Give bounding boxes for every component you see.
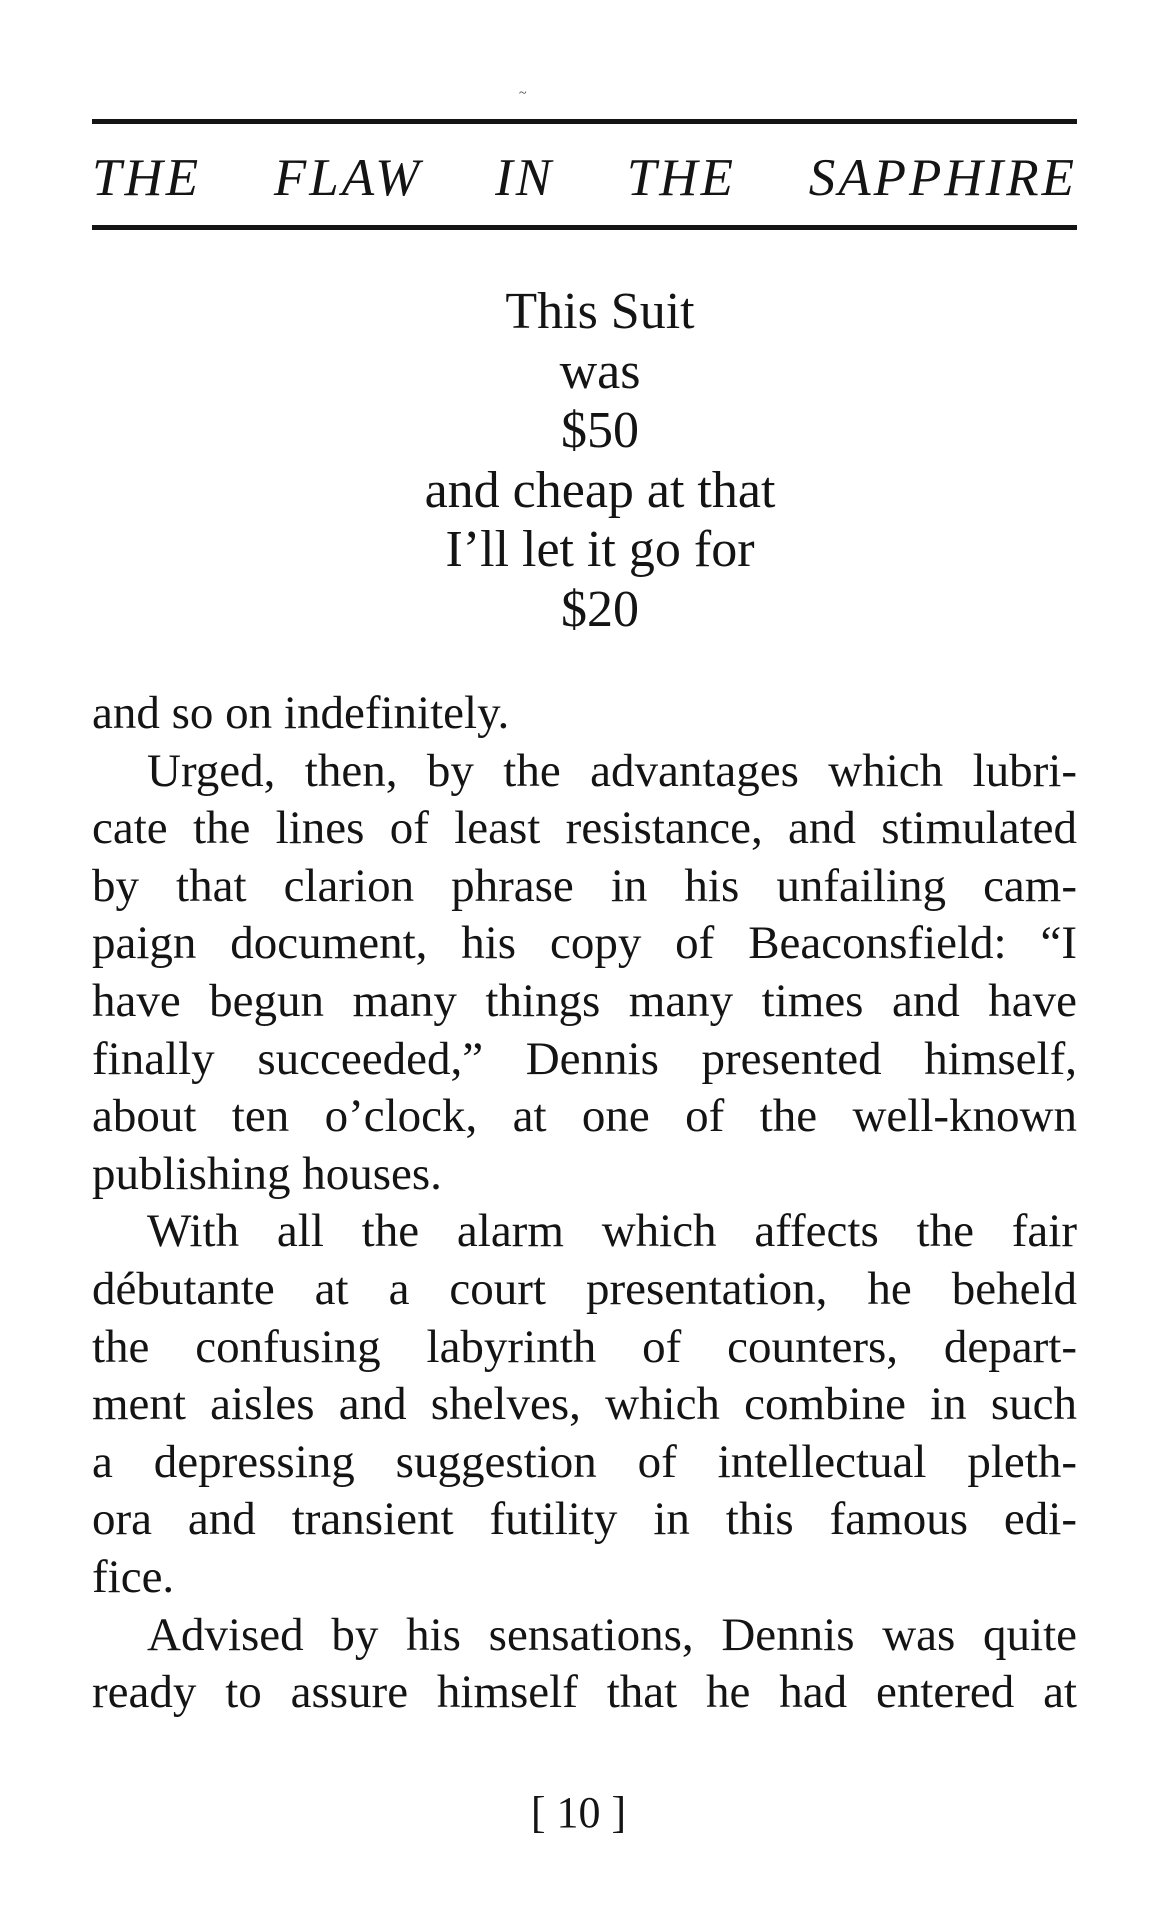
header-rule-top (92, 119, 1077, 124)
text-line: have begun many things many times and have (92, 974, 1077, 1027)
header-rule-bottom (92, 225, 1077, 230)
text-line: cate the lines of least resistance, and stimulated (92, 802, 1077, 855)
text-line: paign document, his copy of Beaconsfield: “I (92, 917, 1077, 970)
text-line: fice. (92, 1550, 175, 1603)
sign-line: was (559, 342, 641, 400)
text-line: ready to assure himself that he had entered at (92, 1666, 1077, 1719)
sign-line: I’ll let it go for (445, 521, 755, 578)
text-line: about ten o’clock, at one of the well-known (92, 1090, 1077, 1143)
sign-line: This Suit (505, 283, 695, 340)
running-head-word: FLAW (273, 149, 423, 207)
sign-line: $50 (561, 402, 639, 459)
text-line: Urged, then, by the advantages which lubri- (147, 744, 1077, 797)
text-line: Advised by his sensations, Dennis was quite (147, 1608, 1077, 1661)
page-number: [ 10 ] (530, 1788, 627, 1837)
running-head-word: IN (495, 149, 555, 207)
text-line: ment aisles and shelves, which combine in such (92, 1378, 1077, 1431)
text-line: by that clarion phrase in his unfailing cam- (92, 859, 1077, 912)
text-line: and so on indefinitely. (92, 687, 510, 739)
text-line: débutante at a court presentation, he beheld (92, 1262, 1077, 1315)
running-head-word: SAPPHIRE (808, 149, 1077, 207)
sign-line: $20 (561, 580, 639, 638)
body-text (92, 685, 1077, 1722)
text-line: finally succeeded,” Dennis presented himself, (92, 1032, 1077, 1085)
text-line: the confusing labyrinth of counters, depart- (92, 1320, 1077, 1373)
printer-mark: ~ (519, 86, 527, 101)
running-head (92, 148, 1077, 218)
running-head-word: THE (92, 149, 202, 207)
price-sign (250, 282, 950, 639)
text-line: With all the alarm which affects the fair (147, 1205, 1077, 1258)
running-head-word: THE (626, 149, 736, 207)
text-line: ora and transient futility in this famous edi- (92, 1493, 1077, 1546)
text-line: publishing houses. (92, 1147, 442, 1200)
text-line: a depressing suggestion of intellectual pleth- (92, 1435, 1077, 1488)
sign-line: and cheap at that (424, 461, 776, 519)
